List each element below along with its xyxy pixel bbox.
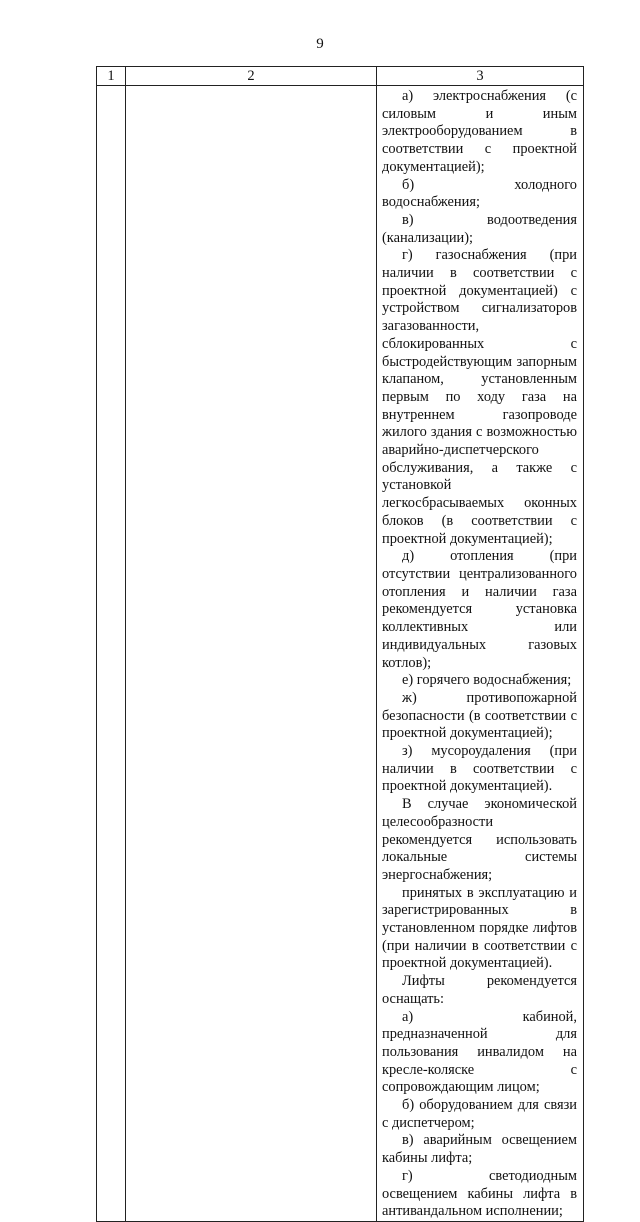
column-header-2: 2 xyxy=(126,67,377,86)
cell-column-3 xyxy=(377,86,584,1222)
paragraph: в) аварийным освещением кабины лифта; xyxy=(382,1132,577,1167)
paragraph: В случае экономической целесообразности рекомендуется использовать локальные системы энергоснабжения; xyxy=(382,796,577,883)
paragraph: а) электроснабжения (с силовым и иным электрооборудованием в соответствии с проектной документацией); xyxy=(382,88,577,175)
paragraph: з) мусороудаления (при наличии в соответствии с проектной документацией). xyxy=(382,743,577,795)
paragraph: Лифты рекомендуется оснащать: xyxy=(382,973,577,1007)
paragraph: д) отопления (при отсутствии централизованного отопления и наличии газа рекомендуется установка коллективных или индивидуальных газовых котлов); xyxy=(382,548,577,671)
paragraph: г) светодиодным освещением кабины лифта в антивандальном исполнении; xyxy=(382,1167,577,1220)
paragraph: а) кабиной, предназначенной для пользования инвалидом на кресле-коляске с сопровождающим лицом; xyxy=(382,1008,577,1096)
paragraph: е) горячего водоснабжения; xyxy=(402,672,572,689)
cell-column-2 xyxy=(126,86,377,1222)
table-header-row xyxy=(97,67,584,86)
table-row xyxy=(97,86,584,1222)
cell-column-1 xyxy=(97,86,126,1222)
document-table xyxy=(96,66,584,1222)
paragraph: б) холодного водоснабжения; xyxy=(382,176,577,211)
paragraph: г) газоснабжения (при наличии в соответствии с проектной документацией) с устройством сигнализаторов загазованности, сблокированных с быстродействующим запорным клапаном, установленным первым по ходу газа на внутреннем газопроводе жилого здания с возможностью аварийно-диспетчерского обслуживания, а также с установкой легкосбрасываемых оконных блоков (в соответствии с проектной документацией); xyxy=(382,247,577,547)
paragraph: б) оборудованием для связи с диспетчером; xyxy=(382,1097,577,1131)
paragraph: принятых в эксплуатацию и зарегистрированных в установленном порядке лифтов (при наличии в соответствии с проектной документацией). xyxy=(382,884,577,972)
column-header-3: 3 xyxy=(377,67,584,86)
column-header-1: 1 xyxy=(97,67,126,86)
paragraph: ж) противопожарной безопасности (в соответствии с проектной документацией); xyxy=(382,689,577,742)
page-number: 9 xyxy=(316,36,324,52)
column-3-text xyxy=(377,86,583,1221)
paragraph: в) водоотведения (канализации); xyxy=(382,211,577,246)
